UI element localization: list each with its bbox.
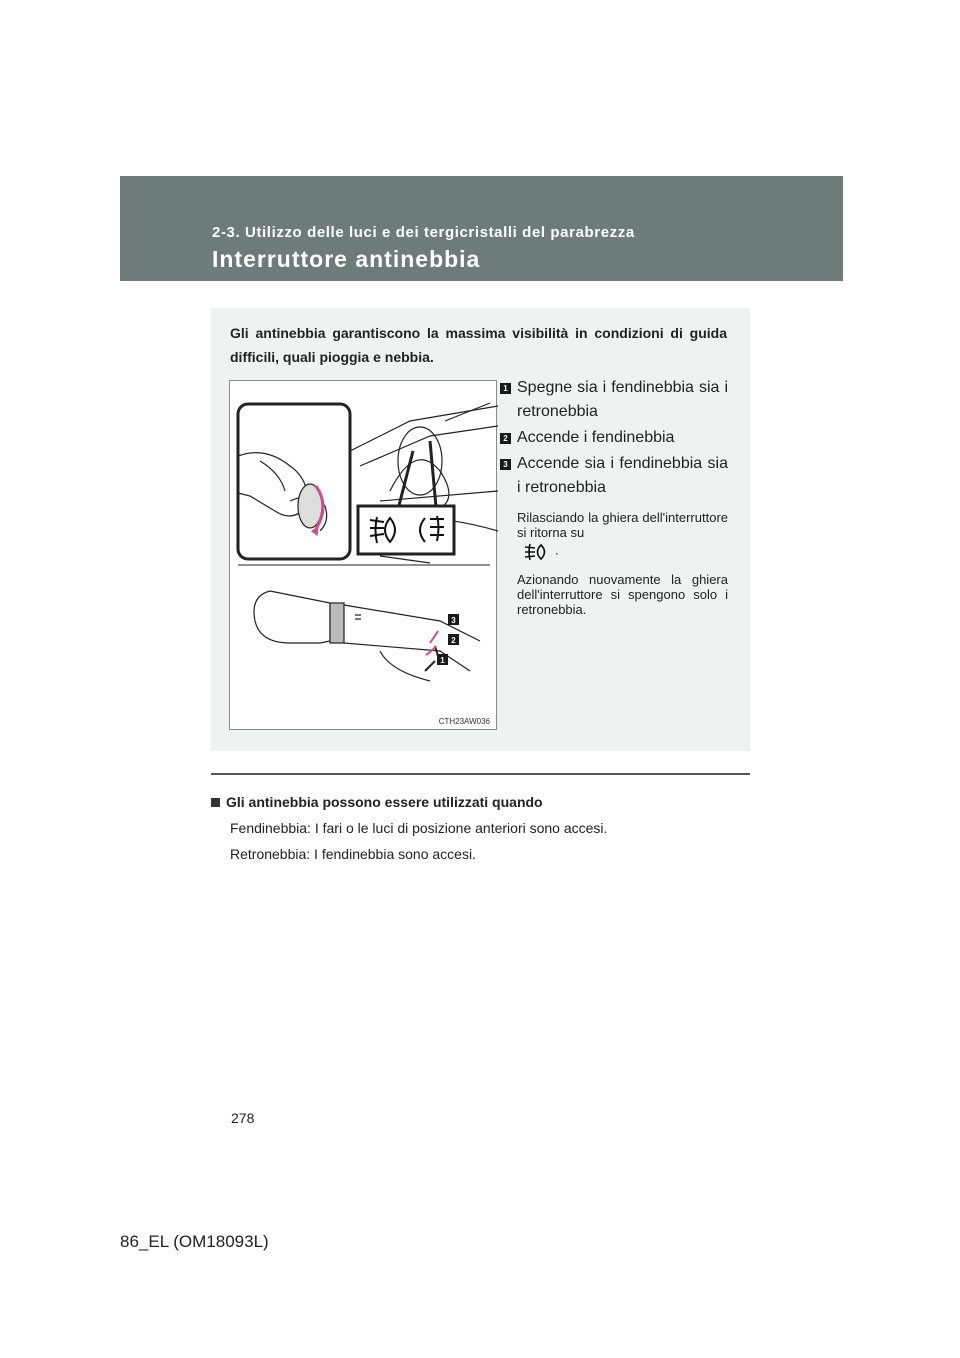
step-number: 3	[500, 459, 511, 470]
step-text: Accende sia i fendinebbia sia i retronebbia	[517, 455, 728, 496]
fog-switch-illustration	[229, 380, 497, 730]
header-band	[120, 176, 843, 281]
step-item	[500, 452, 728, 500]
svg-text:1: 1	[440, 656, 445, 665]
svg-text:3: 3	[451, 616, 456, 625]
front-fog-icon	[517, 542, 555, 562]
step-number: 2	[500, 433, 511, 444]
page-title: Interruttore antinebbia	[212, 246, 481, 272]
availability-heading	[211, 792, 750, 812]
section-label: 2-3. Utilizzo delle luci e dei tergicristalli del parabrezza	[212, 224, 635, 241]
note-release-end: .	[555, 542, 559, 558]
availability-section	[211, 792, 750, 864]
front-fog-condition: Fendinebbia: I fari o le luci di posizione anteriori sono accesi.	[230, 820, 608, 836]
svg-text:2: 2	[451, 636, 456, 645]
figure-code: CTH23AW036	[438, 717, 490, 726]
step-text: Spegne sia i fendinebbia sia i retronebbia	[517, 379, 728, 420]
availability-heading-text: Gli antinebbia possono essere utilizzati quando	[226, 794, 543, 810]
step-item	[500, 376, 728, 424]
note-release	[500, 510, 728, 562]
lever-view	[254, 591, 480, 681]
bullet-square-icon	[211, 798, 220, 807]
step-item	[500, 426, 728, 450]
steps-list	[500, 376, 728, 617]
step-number: 1	[500, 383, 511, 394]
note-release-text: Rilasciando la ghiera dell'interruttore si ritorna su	[517, 510, 728, 540]
document-code: 86_EL (OM18093L)	[120, 1232, 269, 1251]
section-divider	[211, 773, 750, 775]
intro-text: Gli antinebbia garantiscono la massima visibilità in condizioni di guida difficili, quali pioggia e nebbia.	[230, 325, 727, 365]
note-repeat: Azionando nuovamente la ghiera dell'interruttore si spengono solo i retronebbia.	[517, 572, 728, 617]
rear-fog-condition: Retronebbia: I fendinebbia sono accesi.	[230, 846, 476, 862]
info-box	[211, 308, 750, 751]
page-number: 278	[231, 1110, 255, 1126]
step-text: Accende i fendinebbia	[517, 429, 675, 446]
